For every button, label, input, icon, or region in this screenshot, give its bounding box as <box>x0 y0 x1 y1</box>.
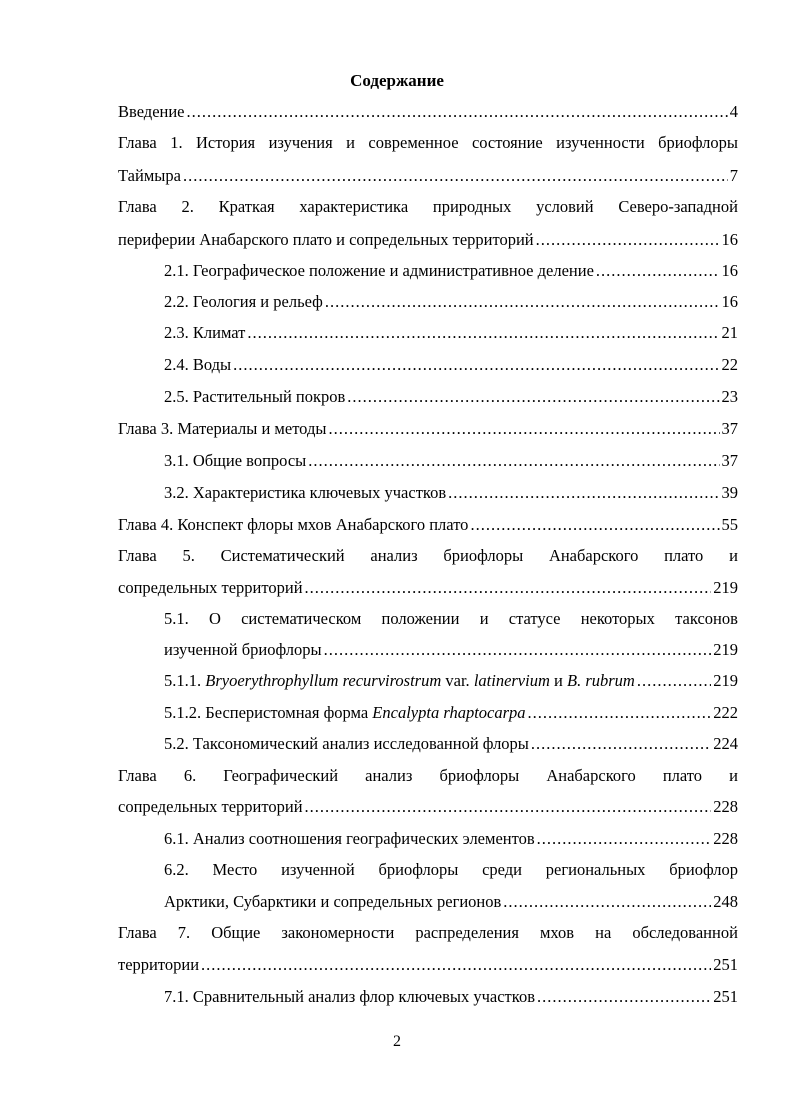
toc-label: 3.2. Характеристика ключевых участков <box>164 483 447 502</box>
toc-page: 219 <box>713 578 738 597</box>
toc-entry-chapter-7-line1: Глава 7. Общие закономерности распределения мхов на обследованной <box>118 923 738 942</box>
toc-entry-chapter-1 <box>118 165 738 187</box>
toc-page: 16 <box>721 261 738 280</box>
toc-entry-2-5 <box>164 386 738 408</box>
toc-page: 222 <box>713 703 738 722</box>
toc-page: 228 <box>713 797 738 816</box>
toc-label: периферии Анабарского плато и сопредельных территорий <box>118 230 534 249</box>
toc-entry-5-2 <box>164 733 738 755</box>
toc-label: 2.3. Климат <box>164 323 246 342</box>
toc-entry-chapter-5 <box>118 577 738 599</box>
toc-entry-6-1 <box>164 828 738 850</box>
toc-label: территории <box>118 955 200 974</box>
toc-label: Таймыра <box>118 166 181 185</box>
toc-entry-2-1 <box>164 260 738 282</box>
toc-entry-3-2 <box>164 482 738 504</box>
toc-entry-6-2-line1: 6.2. Место изученной бриофлоры среди региональных бриофлор <box>164 860 738 879</box>
toc-entry-2-3 <box>164 322 738 344</box>
toc-page: 16 <box>721 292 738 311</box>
toc-page: 228 <box>713 829 738 848</box>
toc-page: 55 <box>721 515 738 534</box>
toc-page: 21 <box>721 323 738 342</box>
toc-entry-chapter-4 <box>118 514 738 536</box>
toc-page: 7 <box>729 166 738 185</box>
toc-label: Глава 4. Конспект флоры мхов Анабарского плато <box>118 515 469 534</box>
toc-page: 251 <box>713 955 738 974</box>
toc-entry-chapter-6 <box>118 796 738 818</box>
toc-page: 4 <box>729 102 738 121</box>
toc-page: 39 <box>721 483 738 502</box>
toc-entry-5-1-line1: 5.1. О систематическом положении и статусе некоторых таксонов <box>164 609 738 628</box>
toc-entry-chapter-5-line1: Глава 5. Систематический анализ бриофлоры Анабарского плато и <box>118 546 738 565</box>
toc-entry-7-1 <box>164 986 738 1008</box>
toc-label: 6.1. Анализ соотношения географических элементов <box>164 829 535 848</box>
toc-label: Глава 3. Материалы и методы <box>118 419 327 438</box>
page-title: Содержание <box>350 71 444 90</box>
toc-page: 16 <box>721 230 738 249</box>
toc-label: 5.2. Таксономический анализ исследованной флоры <box>164 734 529 753</box>
toc-entry-chapter-6-line1: Глава 6. Географический анализ бриофлоры Анабарского плато и <box>118 766 738 785</box>
toc-page: 22 <box>721 355 738 374</box>
toc-label: 7.1. Сравнительный анализ флор ключевых участков <box>164 987 535 1006</box>
toc-page: 251 <box>713 987 738 1006</box>
toc-label: изученной бриофлоры <box>164 640 322 659</box>
toc-label: 5.1.1. Bryoerythrophyllum recurvirostrum var. latinervium и B. rubrum <box>164 671 635 690</box>
toc-page: 37 <box>721 419 738 438</box>
toc-entry-6-2 <box>164 891 738 913</box>
toc-label: 2.1. Географическое положение и административное деление <box>164 261 594 280</box>
toc-page: 248 <box>713 892 738 911</box>
toc-label: 3.1. Общие вопросы <box>164 451 307 470</box>
toc-page: 219 <box>713 671 738 690</box>
toc-page: 37 <box>721 451 738 470</box>
toc-page: 224 <box>713 734 738 753</box>
toc-entry-introduction <box>118 101 738 123</box>
toc-label: сопредельных территорий <box>118 797 303 816</box>
toc-entry-5-1 <box>164 639 738 661</box>
toc-label: 5.1.2. Бесперистомная форма Encalypta rhaptocarpa <box>164 703 526 722</box>
toc-label: сопредельных территорий <box>118 578 303 597</box>
toc-entry-5-1-1 <box>164 670 738 692</box>
toc-label: 2.2. Геология и рельеф <box>164 292 323 311</box>
toc-entry-chapter-2 <box>118 229 738 251</box>
toc-entry-2-4 <box>164 354 738 376</box>
toc-entry-chapter-1-line1: Глава 1. История изучения и современное состояние изученности бриофлоры <box>118 133 738 152</box>
toc-page: 23 <box>721 387 738 406</box>
toc-entry-chapter-2-line1: Глава 2. Краткая характеристика природных условий Северо-западной <box>118 197 738 216</box>
toc-entry-chapter-7 <box>118 954 738 976</box>
toc-entry-2-2 <box>164 291 738 313</box>
page-number: 2 <box>393 1033 401 1050</box>
toc-page: 219 <box>713 640 738 659</box>
toc-entry-3-1 <box>164 450 738 472</box>
toc-entry-5-1-2 <box>164 702 738 724</box>
toc-label: Введение <box>118 102 185 121</box>
toc-label: 2.5. Растительный покров <box>164 387 346 406</box>
toc-label: 2.4. Воды <box>164 355 232 374</box>
toc-label: Арктики, Субарктики и сопредельных регионов <box>164 892 502 911</box>
toc-entry-chapter-3 <box>118 418 738 440</box>
